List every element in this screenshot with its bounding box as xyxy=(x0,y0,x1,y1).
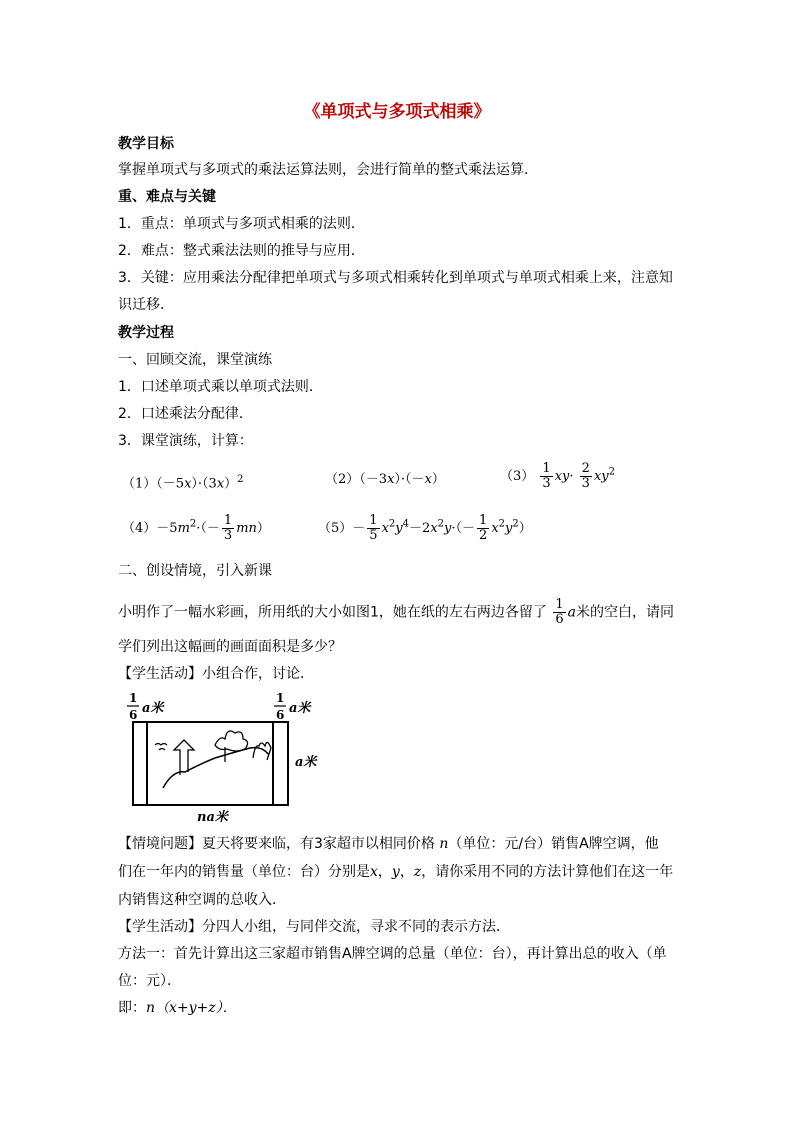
page-title: 《单项式与多项式相乘》 xyxy=(303,102,491,122)
key-heading: 重、难点与关键 xyxy=(118,189,216,205)
left-frac-num: 1 xyxy=(129,691,138,705)
left-frac-den: 6 xyxy=(129,708,138,722)
activity-2: 【学生活动】分四人小组，与同伴交流，寻求不同的表示方法． xyxy=(118,919,510,935)
exercise-4: $(4)-5m^2\cdot(-$ $\frac{1}{3}$ mn） xyxy=(122,513,270,543)
situation-line-3: 内销售这种空调的总收入． xyxy=(118,892,286,908)
process-heading: 教学过程 xyxy=(118,325,174,341)
situation-line-1: 【情境问题】夏天将要来临，有3家超市以相同价格 n（单位：元/台）销售A牌空调，他 xyxy=(118,836,659,852)
paper-outline xyxy=(133,722,288,805)
exercise-2: （2）（－3x）·（－x） xyxy=(325,472,445,487)
right-frac-num: 1 xyxy=(276,691,285,705)
bottom-label: na米 xyxy=(197,810,228,825)
left-label: a米 xyxy=(142,701,164,716)
right-label: a米 xyxy=(289,701,311,716)
activity-1: 【学生活动】小组合作，讨论． xyxy=(118,666,314,682)
key-point-2: 2．难点：整式乘法法则的推导与应用． xyxy=(118,243,365,259)
exercise-3: （3） $\frac{1}{3}$ xy· $\frac{2}{3}$ $xy^2$ xyxy=(500,461,615,491)
key-point-1: 1．重点：单项式与多项式相乘的法则． xyxy=(118,216,365,232)
figure-svg xyxy=(125,690,335,825)
problem-text-1: 小明作了一幅水彩画，所用纸的大小如图1，她在纸的左右两边各留了 $\frac{1}{6}$ a米的空白，请同 xyxy=(118,597,674,627)
exercise-1: $(1)(-5x)\cdot(3x)^2$ xyxy=(122,474,244,492)
goal-heading: 教学目标 xyxy=(118,136,174,152)
figure-watercolor-paper xyxy=(125,690,335,829)
method-1-line-1: 方法一：首先计算出这三家超市销售A牌空调的总量（单位：台），再计算出总的收入（单 xyxy=(118,946,667,962)
exercise-5: （5）－ $\frac{1}{5}$ $x^2y^4-2x^2y\cdot(-$ $\frac{1}{2}$ $x^2y^2$） xyxy=(318,513,532,543)
review-1: 1．口述单项式乘以单项式法则． xyxy=(118,379,323,395)
review-2: 2．口述乘法分配律． xyxy=(118,406,253,422)
problem-text-2: 学们列出这幅画的画面面积是多少？ xyxy=(118,639,342,655)
new-lesson-heading: 二、创设情境，引入新课 xyxy=(118,563,272,579)
right-frac-den: 6 xyxy=(276,708,285,722)
side-label: a米 xyxy=(295,755,317,770)
goal-text: 掌握单项式与多项式的乘法运算法则，会进行简单的整式乘法运算． xyxy=(118,162,538,178)
method-1-line-2: 位：元）． xyxy=(118,973,181,989)
key-point-3: 3．关键：应用乘法分配律把单项式与多项式相乘转化到单项式与单项式相乘上来，注意知 xyxy=(118,270,673,286)
review-3: 3．课堂演练，计算： xyxy=(118,433,253,449)
review-title: 一、回顾交流，课堂演练 xyxy=(118,352,272,368)
method-1-result: 即：n（x+y+z）． xyxy=(118,1000,237,1016)
key-point-3-cont: 识迁移． xyxy=(118,297,174,313)
situation-line-2: 们在一年内的销售量（单位：台）分别是x，y，z，请你采用不同的方法计算他们在这一年 xyxy=(118,864,674,880)
